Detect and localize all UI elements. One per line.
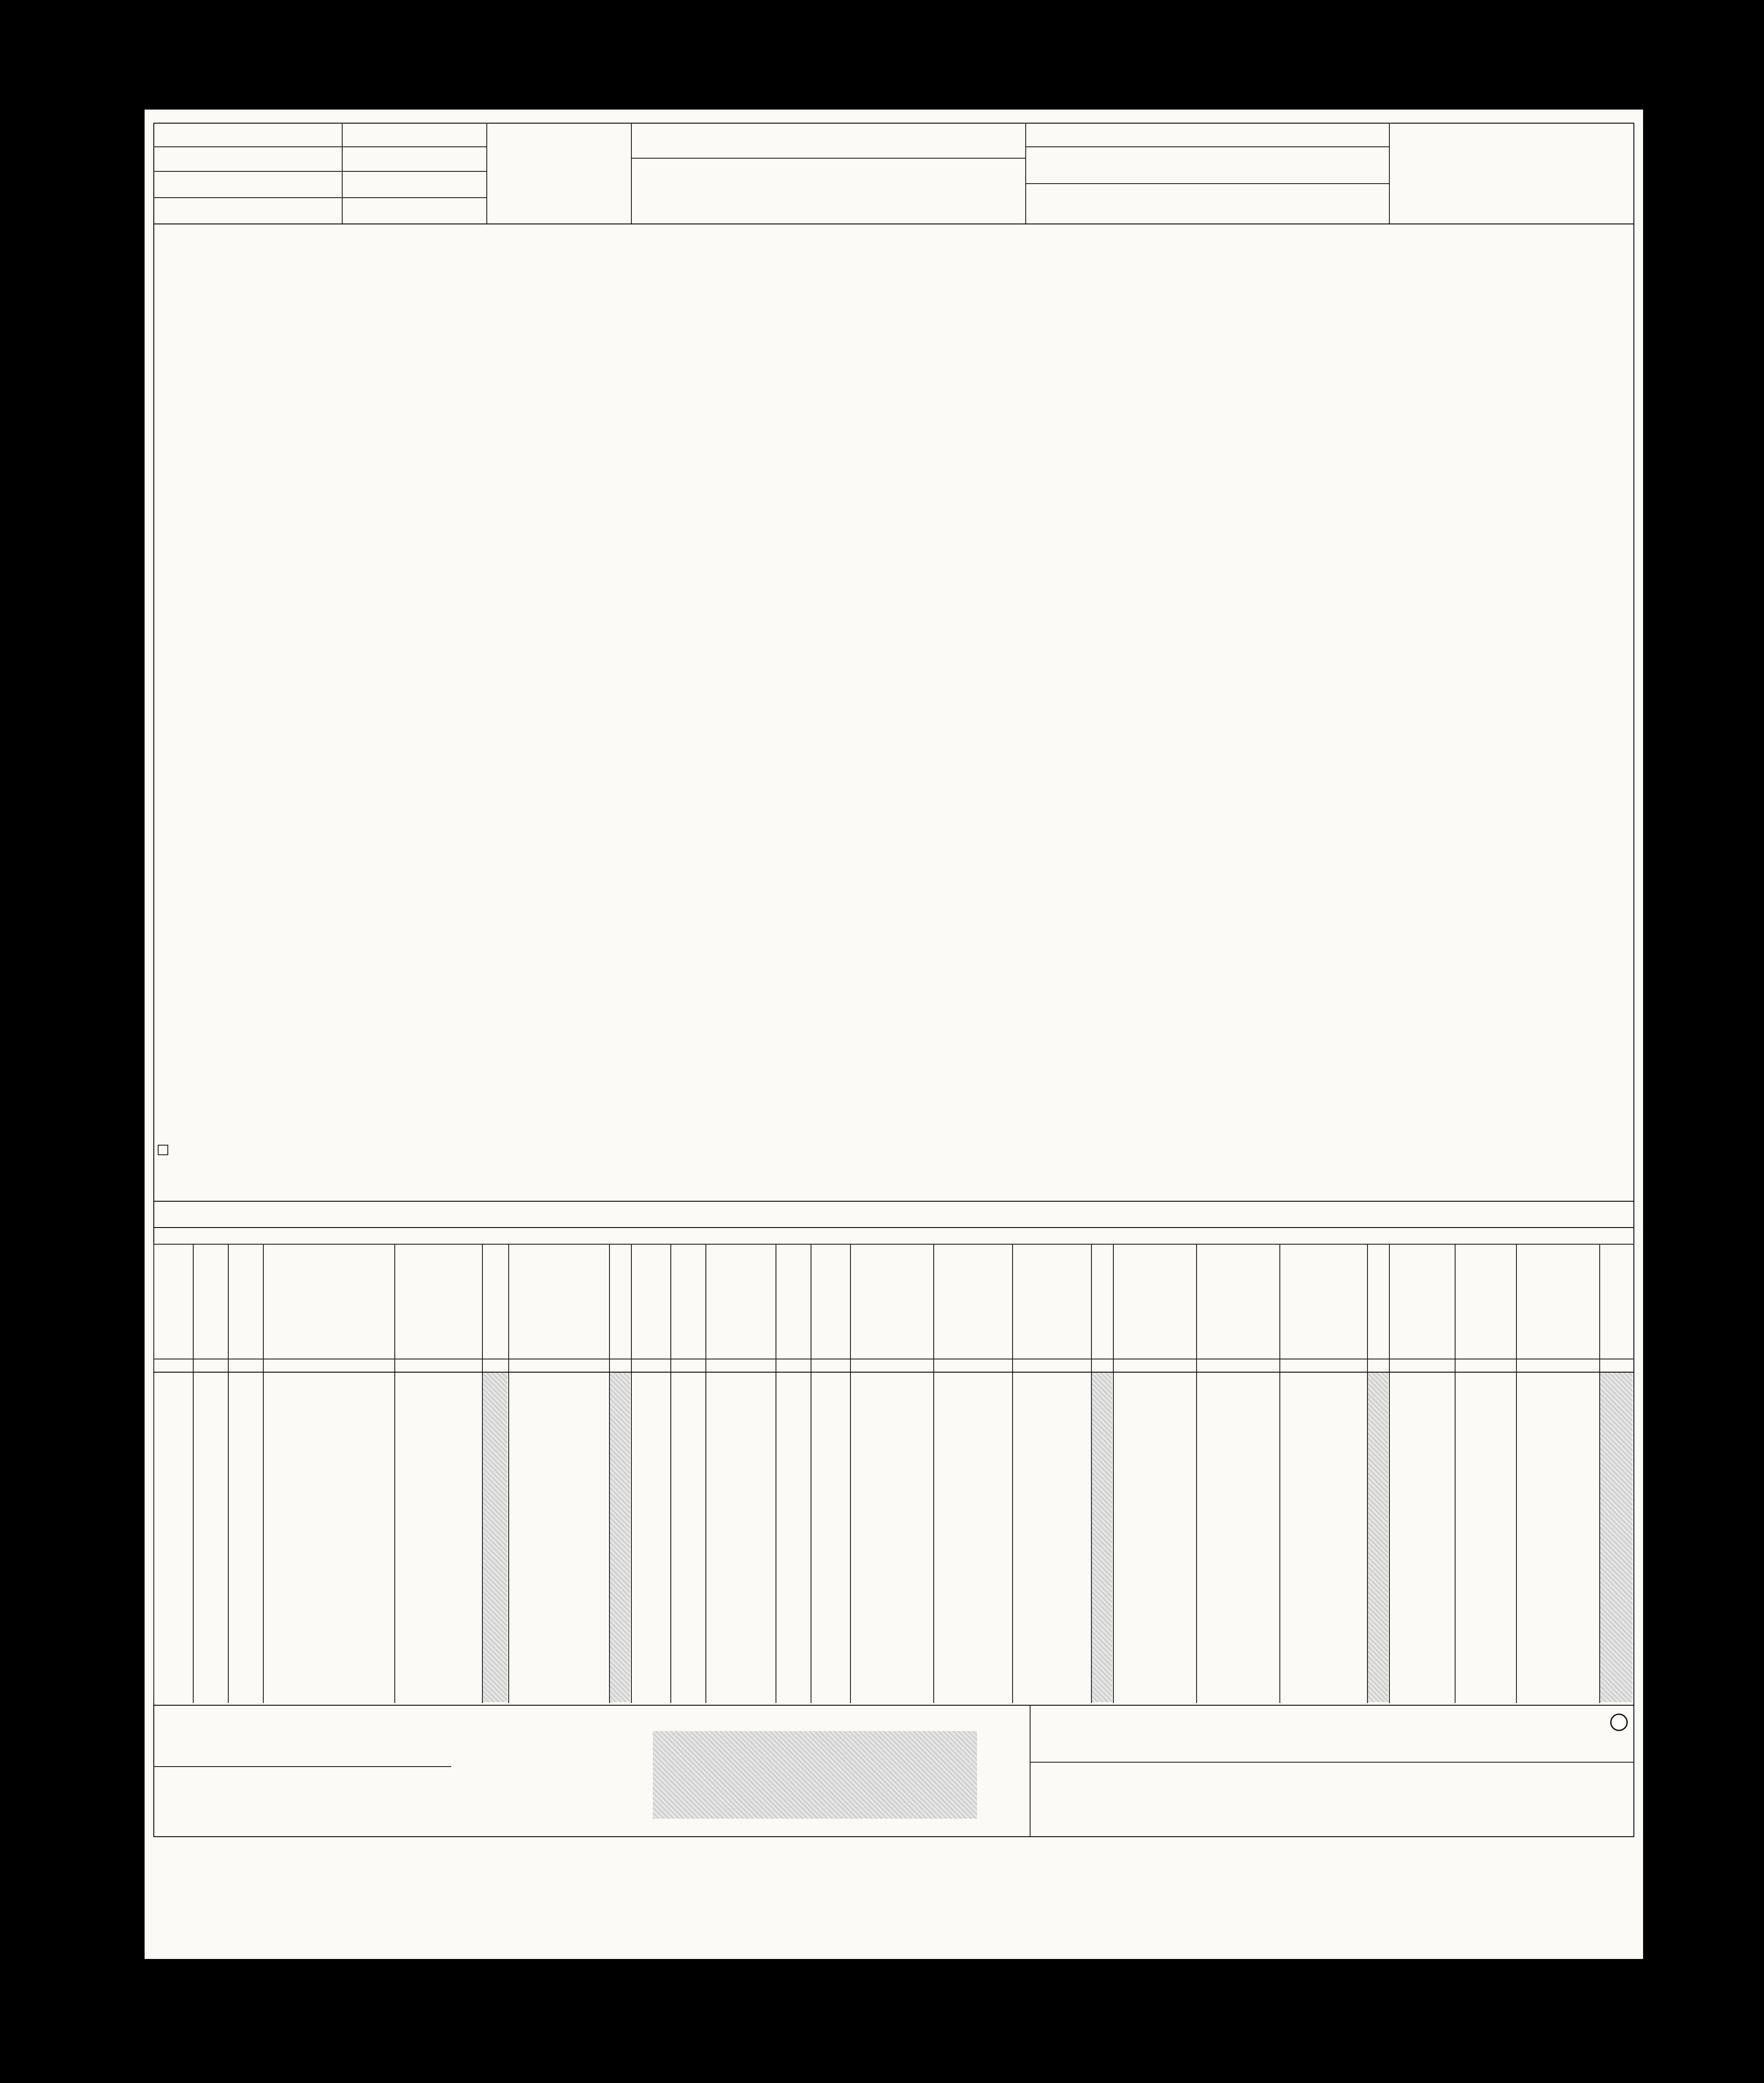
end-circle-29 xyxy=(1610,1714,1628,1733)
sample-header-24a xyxy=(264,1248,393,1353)
sample-header-33a xyxy=(1390,1248,1454,1353)
sample-header-23 xyxy=(229,1248,262,1353)
sample-header-29 xyxy=(776,1248,810,1353)
sample-header-27 xyxy=(671,1248,705,1353)
sample-header-28 xyxy=(706,1248,775,1353)
census-sheet xyxy=(145,110,1643,1959)
sample-header-33b xyxy=(1456,1248,1515,1353)
sample-header-31a xyxy=(851,1248,932,1353)
sample-header-24b xyxy=(395,1248,481,1353)
sample-header-26 xyxy=(632,1248,669,1353)
sample-header-21 xyxy=(154,1248,192,1353)
household-continued-label xyxy=(158,1144,168,1155)
sample-header-33c xyxy=(1517,1248,1598,1353)
sample-header-30 xyxy=(811,1248,849,1353)
household-continued-checkbox[interactable] xyxy=(158,1145,168,1155)
sample-header-22 xyxy=(194,1248,227,1353)
sample-header-32a xyxy=(1114,1248,1195,1353)
sample-header-25 xyxy=(509,1248,608,1353)
